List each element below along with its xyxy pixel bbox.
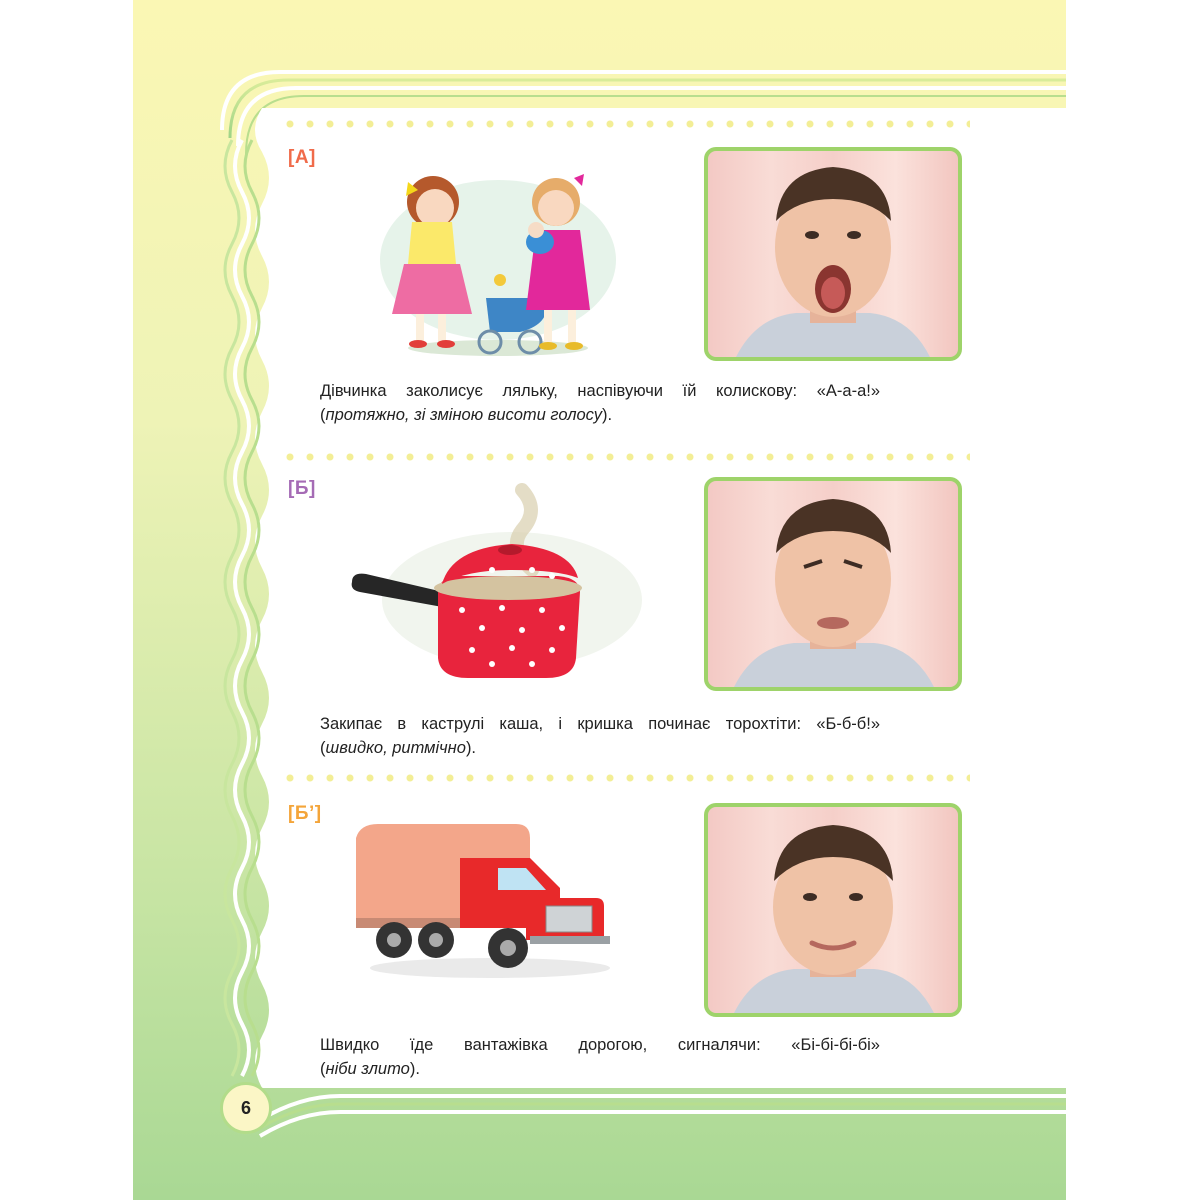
caption-b [320,712,880,760]
dotted-divider-top [280,119,970,129]
caption-a-italic: протяжно, зі зміною висоти голосу [325,406,602,424]
caption-b-soft [320,1033,880,1081]
page-number: 6 [220,1082,272,1134]
boiling-red-pot-illustration [342,480,642,680]
caption-b-soft-close-paren: ). [409,1060,420,1078]
dotted-divider-bottom [280,773,970,783]
caption-a-line: Дівчинка заколисує ляльку, наспівуючи їй колискову: «А-а-а!» [320,382,880,400]
caption-b-italic: швидко, ритмічно [325,739,466,757]
dotted-divider-middle [280,452,970,462]
boy-smiling-lips-photo [704,803,962,1017]
caption-a [320,379,880,427]
caption-a-close-paren: ). [602,406,613,424]
section-label-b: [Б] [288,478,316,499]
caption-b-line: Закипає в каструлі каша, і кришка починає торохтіти: «Б-б-б!» [320,715,880,733]
girls-with-doll-stroller-illustration [378,160,628,356]
section-label-b-soft: [Б’] [288,803,322,824]
boy-pressed-lips-photo [704,477,962,691]
caption-b-open-paren: ( [320,739,326,757]
red-cargo-truck-illustration [350,818,620,983]
section-label-a: [А] [288,147,316,168]
caption-b-close-paren: ). [465,739,477,757]
caption-b-soft-open-paren: ( [320,1060,326,1078]
caption-b-soft-italic: ніби злито [325,1060,410,1078]
boy-open-mouth-photo [704,147,962,361]
caption-b-soft-line: Швидко їде вантажівка дорогою, сигналячи: «Бі-бі-бі-бі» [320,1036,880,1054]
caption-a-open-paren: ( [320,406,326,424]
